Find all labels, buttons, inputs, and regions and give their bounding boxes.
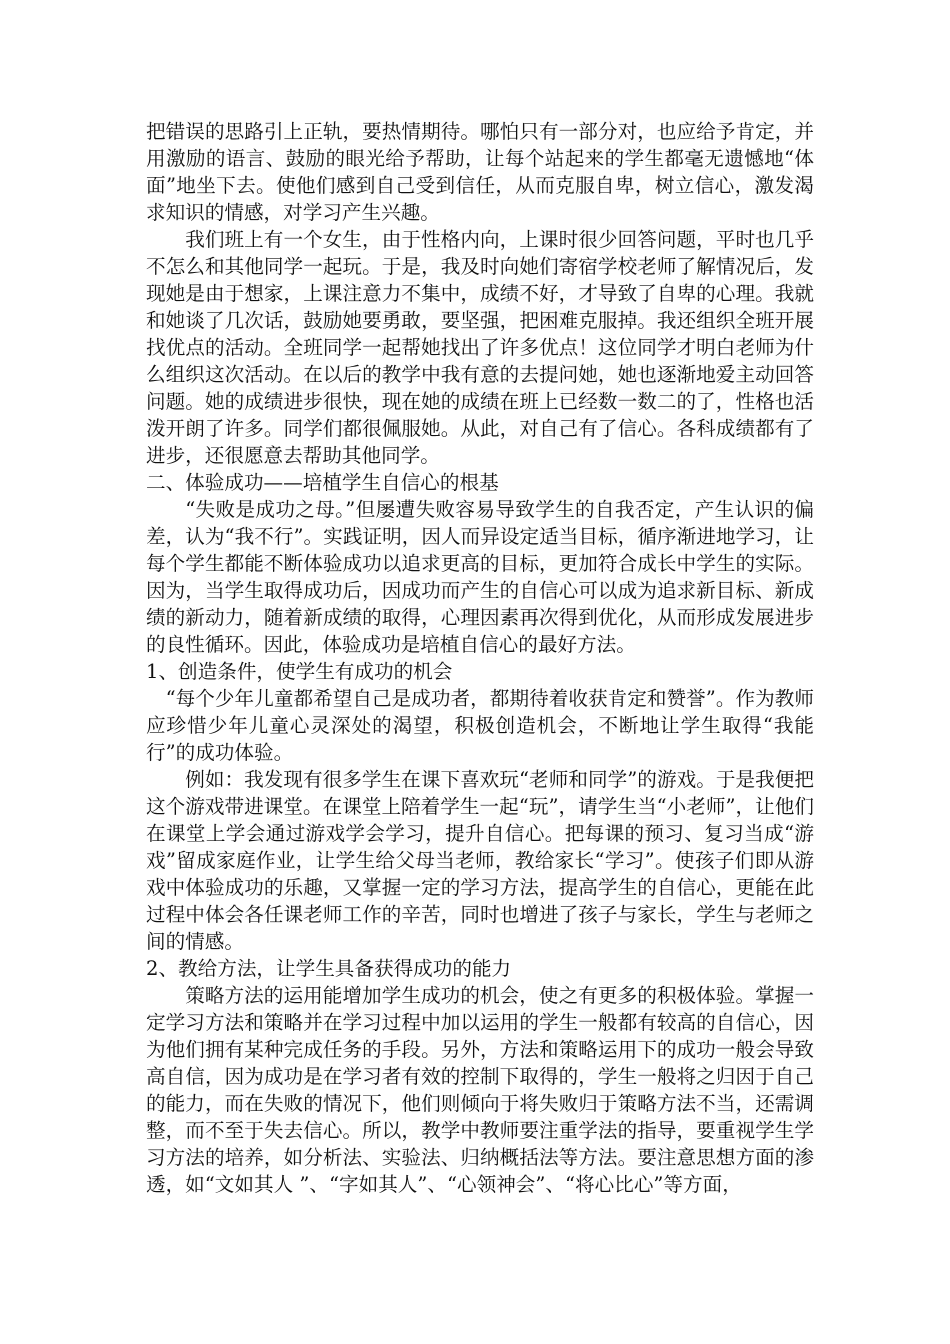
paragraph-strategy-methods: 策略方法的运用能增加学生成功的机会，使之有更多的积极体验。掌握一定学习方法和策略并在学习过程中加以运用的学生一般都有较高的自信心，因为他们拥有某种完成任务的手段。另外，方法和策略运用下的成功一般会导致高自信，因为成功是在学习者有效的控制下取得的，学生一般将之归因于自己的能力，而在失败的情况下，他们则倾向于将失败归于策略方法不当，还需调整，而不至于失去信心。所以，教学中教师要注重学法的指导，要重视学生学习方法的培养，如分析法、实验法、归纳概括法等方法。要注意思想方面的渗透，如“文如其人 ”、“字如其人”、“心领神会”、“将心比心”等方面， [146, 984, 814, 1196]
paragraph-praise-encourage: 把错误的思路引上正轨，要热情期待。哪怕只有一部分对，也应给予肯定，并用激励的语言、鼓励的眼光给予帮助，让每个站起来的学生都毫无遗憾地“体面”地坐下去。使他们感到自己受到信任，从而克服自卑，树立信心，激发渴求知识的情感，对学习产生兴趣。 [146, 120, 814, 224]
subheading-teach-methods: 2、教给方法，让学生具备获得成功的能力 [146, 957, 512, 980]
paragraph-teacher-student-game: 例如：我发现有很多学生在课下喜欢玩“老师和同学”的游戏。于是我便把这个游戏带进课堂。在课堂上陪着学生一起“玩”，请学生当“小老师”，让他们在课堂上学会通过游戏学会学习，提升自信心。把每课的预习、复习当成“游戏”留成家庭作业，让学生给父母当老师，教给家长“学习”。使孩子们即从游戏中体验成功的乐趣，又掌握一定的学习方法，提高学生的自信心，更能在此过程中体会各任课老师工作的辛苦，同时也增进了孩子与家长，学生与老师之间的情感。 [146, 768, 814, 953]
paragraph-failure-mother-of-success: “失败是成功之母。”但屡遭失败容易导致学生的自我否定，产生认识的偏差，认为“我不行”。实践证明，因人而异设定适当目标，循序渐进地学习，让每个学生都能不断体验成功以追求更高的目标，更加符合成长中学生的实际。因为，当学生取得成功后，因成功而产生的自信心可以成为追求新目标、新成绩的新动力，随着新成绩的取得，心理因素再次得到优化，从而形成发展进步的良性循环。因此，体验成功是培植自信心的最好方法。 [146, 498, 814, 656]
document-page [146, 118, 814, 1198]
paragraph-shy-girl-example: 我们班上有一个女生，由于性格内向，上课时很少回答问题，平时也几乎不怎么和其他同学一起玩。于是，我及时向她们寄宿学校老师了解情况后，发现她是由于想家，上课注意力不集中，成绩不好，才导致了自卑的心理。我就和她谈了几次话，鼓励她要勇敢，要坚强，把困难克服掉。我还组织全班开展找优点的活动。全班同学一起帮她找出了许多优点！这位同学才明白老师为什么组织这次活动。在以后的教学中我有意的去提问她，她也逐渐地爱主动回答问题。她的成绩进步很快，现在她的成绩在班上已经数一数二的了，性格也活泼开朗了许多。同学们都很佩服她。从此，对自己有了信心。各科成绩都有了进步，还很愿意去帮助其他同学。 [146, 228, 814, 467]
subheading-create-conditions: 1、创造条件，使学生有成功的机会 [146, 660, 453, 683]
paragraph-children-hope-success: “每个少年儿童都希望自己是成功者，都期待着收获肯定和赞誉”。作为教师应珍惜少年儿童心灵深处的渴望，积极创造机会，不断地让学生取得“我能行”的成功体验。 [146, 687, 814, 764]
section-heading-experience-success: 二、体验成功——培植学生自信心的根基 [146, 471, 499, 494]
